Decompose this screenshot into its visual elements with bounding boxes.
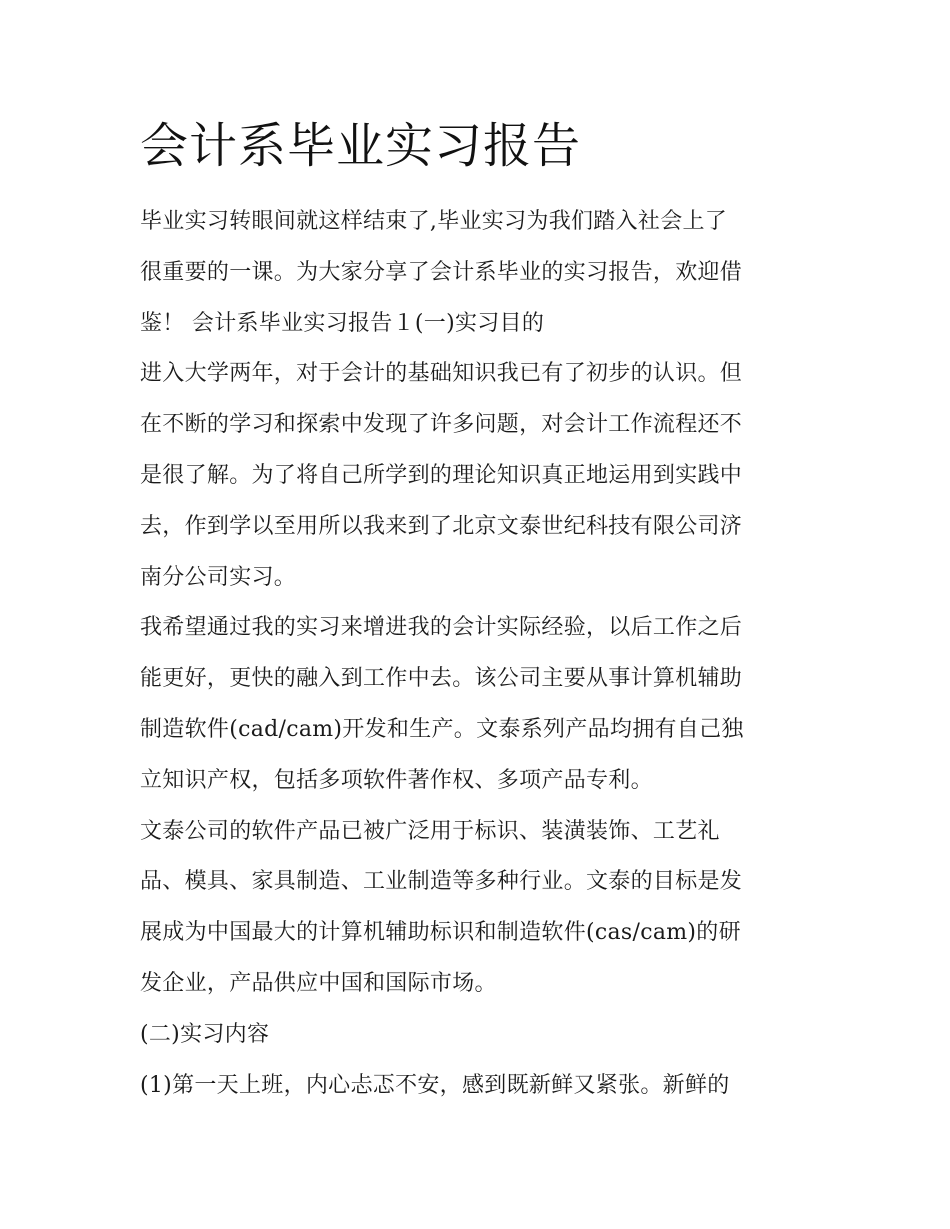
document-title: 会计系毕业实习报告 (140, 118, 582, 174)
text-line: 很重要的一课。为大家分享了会计系毕业的实习报告，欢迎借 (140, 259, 743, 285)
text-line: 去，作到学以至用所以我来到了北京文泰世纪科技有限公司济 (140, 513, 743, 539)
text-line: 展成为中国最大的计算机辅助标识和制造软件(cas/cam)的研 (140, 920, 741, 946)
text-line: 在不断的学习和探索中发现了许多问题，对会计工作流程还不 (140, 412, 743, 438)
text-line: 立知识产权，包括多项软件著作权、多项产品专利。 (140, 767, 653, 793)
text-line: 我希望通过我的实习来增进我的会计实际经验，以后工作之后 (140, 615, 743, 641)
text-line: 毕业实习转眼间就这样结束了,毕业实习为我们踏入社会上了 (140, 209, 728, 234)
text-line: (二)实习内容 (140, 1021, 270, 1047)
text-line: 品、模具、家具制造、工业制造等多种行业。文泰的目标是发 (140, 869, 743, 895)
text-line: 南分公司实习。 (140, 564, 297, 590)
text-line: 进入大学两年，对于会计的基础知识我已有了初步的认识。但 (140, 361, 743, 387)
text-line: 发企业，产品供应中国和国际市场。 (140, 970, 497, 996)
text-line: 是很了解。为了将自己所学到的理论知识真正地运用到实践中 (140, 462, 743, 488)
text-line: (1)第一天上班，内心忐忑不安，感到既新鲜又紧张。新鲜的 (140, 1072, 730, 1098)
document-body (140, 197, 820, 1111)
text-line: 能更好，更快的融入到工作中去。该公司主要从事计算机辅助 (140, 666, 743, 692)
text-line: 制造软件(cad/cam)开发和生产。文泰系列产品均拥有自己独 (140, 716, 744, 742)
text-line: 文泰公司的软件产品已被广泛用于标识、装潢装饰、工艺礼 (140, 818, 720, 844)
text-line: 鉴！ 会计系毕业实习报告１(一)实习目的 (140, 310, 545, 336)
